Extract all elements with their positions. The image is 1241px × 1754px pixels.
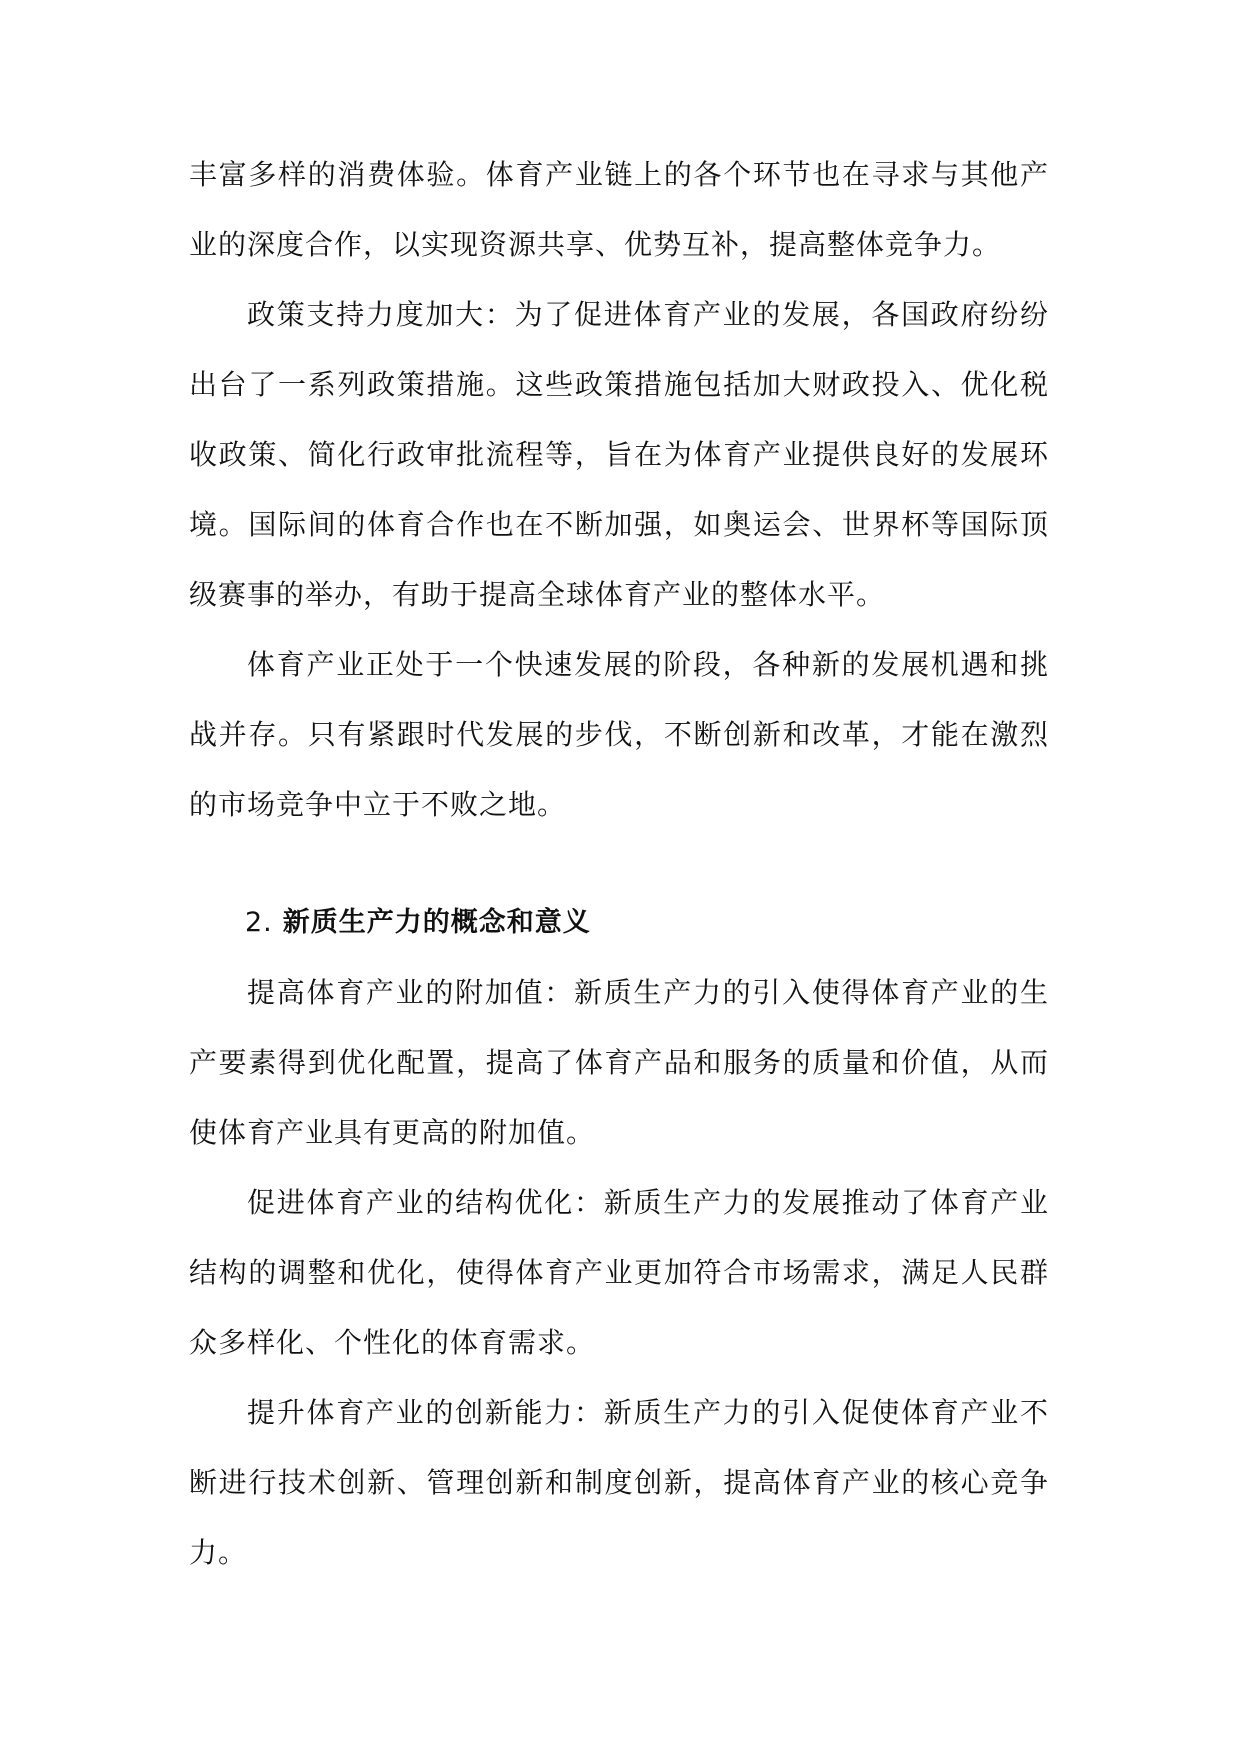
paragraph-innovation-capability: 提升体育产业的创新能力：新质生产力的引入促使体育产业不断进行技术创新、管理创新和制度创新，提高体育产业的核心竞争力。 xyxy=(189,1396,1049,1569)
section-heading xyxy=(189,888,1049,958)
paragraph-added-value: 提高体育产业的附加值：新质生产力的引入使得体育产业的生产要素得到优化配置，提高了体育产品和服务的质量和价值，从而使体育产业具有更高的附加值。 xyxy=(189,976,1049,1149)
paragraph-continuation: 丰富多样的消费体验。体育产业链上的各个环节也在寻求与其他产业的深度合作，以实现资源共享、优势互补，提高整体竞争力。 xyxy=(189,158,1049,261)
document-body xyxy=(189,140,1049,1588)
paragraph-industry-stage: 体育产业正处于一个快速发展的阶段，各种新的发展机遇和挑战并存。只有紧跟时代发展的步伐，不断创新和改革，才能在激烈的市场竞争中立于不败之地。 xyxy=(189,648,1049,821)
section-title: 新质生产力的概念和意义 xyxy=(282,907,591,938)
paragraph-structure-optimization: 促进体育产业的结构优化：新质生产力的发展推动了体育产业结构的调整和优化，使得体育产业更加符合市场需求，满足人民群众多样化、个性化的体育需求。 xyxy=(189,1186,1049,1359)
paragraph-policy-support: 政策支持力度加大：为了促进体育产业的发展，各国政府纷纷出台了一系列政策措施。这些政策措施包括加大财政投入、优化税收政策、简化行政审批流程等，旨在为体育产业提供良好的发展环境。国际间的体育合作也在不断加强，如奥运会、世界杯等国际顶级赛事的举办，有助于提高全球体育产业的整体水平。 xyxy=(189,298,1049,611)
section-number: 2. xyxy=(245,907,273,938)
